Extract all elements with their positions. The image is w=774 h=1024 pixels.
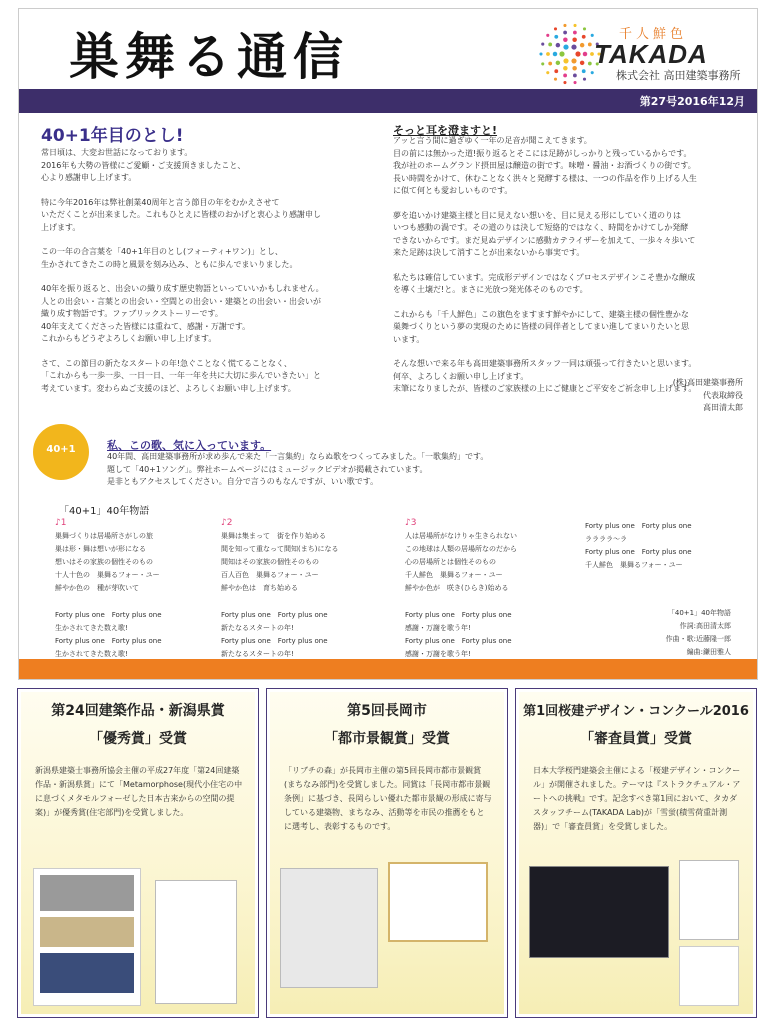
paragraph: 40年を振り返ると、出会いの織り成す歴史物語といっていいかもしれません。 人との出会い・言葉との出会い・空間との出会い・建築との出会い・出会いが 織り成す物語です。ファブリックストーリーです。 40年支えてくださった皆様には重ねて、感謝・万謝です。 これからもどうぞよろしくお願い申し上げます。 [41, 284, 324, 343]
song-title: 私、この歌、気に入っています。 [107, 439, 272, 452]
company-name: 株式会社 高田建築事務所 [616, 69, 741, 82]
newsletter-title: 巣舞る通信 [69, 27, 349, 86]
logo-dot [554, 69, 558, 73]
logo-dot [580, 43, 585, 48]
logo-dot [541, 62, 544, 65]
paragraph: アッと言う間に過ぎゆく一年の足音が聞こえてきます。 目の前には無かった道!振り返るとそこには足跡がしっかりと残っているからです。 我が社のホームグランド摂田屋は醸造の街です。味噌・醤油・お酒づくりの街です。 長い時間をかけて、休むことなく洪々と発酵する様は、一つの作品を作り上げる人生 に似て何とも愛おしいものです。 [393, 136, 697, 195]
verse-chorus: Forty plus one Forty plus one 生かされてきた数え歌! Forty plus one Forty plus one 生かされてきた数え歌! [55, 611, 162, 658]
panel-body: 日本大学桜門建築会主催による「桜建デザイン・コンクール」が開催されました。テーマは『ストラクチュアル・アートへの挑戦』です。記念すべき第1回において、タカダスタッフチーム(TAKADA Lab)が「雪蛍(積雪荷重計測器)」で「審査員賞」を受賞しました。 [533, 766, 741, 831]
newsletter-page [18, 8, 758, 680]
verse-number: ♪3 [405, 518, 417, 528]
logo-dot [546, 71, 549, 74]
verse-chorus: Forty plus one Forty plus one 感謝・万謝を歌う年! Forty plus one Forty plus one 感謝・万謝を歌う年! [405, 611, 512, 658]
logo-dot [588, 62, 592, 66]
logo-name: TAKADA [594, 39, 708, 69]
dotted-logo-icon [539, 23, 601, 85]
award-panel-nagaoka [266, 688, 508, 1018]
logo-dot [563, 24, 566, 27]
logo-dot [563, 81, 566, 84]
logo-dot [553, 52, 558, 57]
panel-award: 「審査員賞」受賞 [580, 731, 692, 747]
paragraph: 私たちは確信しています。完成形デザインではなくプロセスデザインこそ豊かな醸成 を導く土壌だ!と。まさに光放つ発光体そのものです。 [393, 272, 696, 294]
logo-dot [580, 61, 585, 66]
song-badge-text: 40+1 [46, 444, 76, 455]
logo-dot [554, 78, 557, 81]
logo-dot [554, 35, 558, 39]
house-photo-collage [33, 868, 141, 1006]
song-body: 40年間、高田建築事務所が求め歩んで来た「一言集約」ならぬ歌をつくってみました。「一歌集約」です。 題して「40+1ソング」。弊社ホームページにはミュージックビデオが掲載されています。 是非ともアクセスしてください。自分で言うのもなんですが、いい歌です。 [107, 452, 489, 486]
logo-dot [572, 66, 577, 71]
announcement-title: 40+1年目のとし! [41, 126, 184, 146]
award-panel-oken [515, 688, 757, 1018]
certificate-image [388, 862, 488, 942]
paragraph: さて、この節目の新たなスタートの年!急ぐことなく慌てることなく、 「これからも一歩一歩、一日一日、一年一年を共に大切に歩んでいきたい」と 考えています。変わらぬご支援のほど、よろしくお願い申し上げます。 [41, 358, 321, 393]
verse-number: ♪2 [221, 518, 233, 528]
verse-lines: 人は居場所がなけりゃ生きられない この地球は人類の居場所なのだから 心の居場所とは個性そのもの 千人鮮色 巣舞るフォー・ユー 鮮やか色が 咲き(ひらき)始める [405, 532, 517, 592]
logo-dot [563, 44, 568, 49]
logo-dot [548, 43, 552, 47]
logo-dot [573, 24, 576, 27]
column2-title: そっと耳を澄ますと! [393, 124, 498, 137]
paragraph: 夢を追いかけ建築主様と目に見えない想いを、目に見える形にしていく道のりは いつも感動の渦です。その道のりは決して短絡的ではなく、時間をかけてしか発酵 できないからです。まだ見ぬデザインに感動カテライザーを加えて、一歩々々歩いて 来た足跡は決して消すことが出来ないから事実です。 [393, 210, 696, 257]
logo-dot [554, 27, 557, 30]
signature: (株)高田建築事務所 代表取締役 高田清太郎 [672, 378, 743, 412]
logo-dot [591, 71, 594, 74]
announcement-body [41, 147, 387, 407]
logo-dot [559, 51, 564, 56]
panel-award: 「優秀賞」受賞 [89, 731, 187, 747]
photo [40, 917, 134, 947]
issue-bar [19, 89, 757, 113]
column2-body [393, 135, 749, 408]
paragraph: 特に今年2016年は弊社創業40周年と言う節目の年をむかえさせて いただくことが出来ました。これもひとえに皆様のおかげと衷心より感謝申し 上げます。 [41, 197, 321, 232]
logo-dot [572, 37, 577, 42]
logo-dot [571, 44, 576, 49]
panel-background [21, 692, 255, 1014]
certificate-image [679, 860, 739, 940]
panel-title: 第1回桜建デザイン・コンクール2016 [523, 704, 749, 719]
verse-lines: 巣舞は集まって 街を作り始める 間を知って重なって間知(まち)になる 間知はその家族の個性そのもの 百人百色 巣舞るフォー・ユー 鮮やか色は 育ち始める [221, 532, 339, 592]
issue-label: 第27号2016年12月 [639, 95, 745, 108]
panel-title: 第5回長岡市 [347, 703, 427, 719]
logo-dot [546, 34, 549, 37]
paragraph: 常日頃は、大変お世話になっております。 2016年も大勢の皆様にご愛顧・ご支援頂きましたこと、 心より感謝申し上げます。 [41, 148, 246, 182]
competition-photo [529, 866, 669, 958]
photo [40, 875, 134, 911]
panel-body: 新潟県建築士事務所協会主催の平成27年度「第24回建築作品・新潟県賞」にて「Metamorphose(現代小住宅の中に息づくメタモルフォーゼした日本古来からの空間の提案)」が優秀賞(住宅部門)を受賞しました。 [35, 766, 243, 817]
verse-lines: 巣舞づくりは居場所さがしの旅 巣は形・舞は想いが形になる 想いはその家族の個性そのもの 十人十色の 巣舞るフォー・ユー 鮮やか色の 種が芽吹いて [55, 532, 160, 592]
panel-award: 「都市景観賞」受賞 [324, 731, 450, 747]
verse-lines: Forty plus one Forty plus one ララララ〜ラ Forty plus one Forty plus one 千人鮮色 巣舞るフォー・ユー [585, 522, 692, 569]
verse-1 [55, 517, 225, 661]
song-badge [33, 424, 89, 480]
panel-background [519, 692, 753, 1014]
logo-dot [573, 74, 577, 78]
logo-dot [563, 58, 568, 63]
logo-subtitle: 千人鮮色 [619, 27, 688, 42]
orange-footer-bar [19, 659, 757, 679]
certificate-image [155, 880, 237, 1004]
panel-title: 第24回建築作品・新潟県賞 [51, 703, 225, 719]
logo-dot [583, 78, 586, 81]
logo-dot [573, 31, 577, 35]
award-panel-niigata [17, 688, 259, 1018]
paragraph: この一年の合言葉を「40+1年目のとし(フォーティ+ワン)」とし、 生かされてきたこの時と風景を刻み込み、ともに歩んでまいりました。 [41, 247, 298, 269]
logo-dot [582, 69, 586, 73]
verse-chorus: Forty plus one Forty plus one 新たなるスタートの年! Forty plus one Forty plus one 新たなるスタートの年! [221, 611, 328, 658]
logo-dot [591, 34, 594, 37]
song-credits: 「40+1」40年物語 作詞:高田清太郎 作曲・歌:近藤隆一郎 編曲:鎌田雅人 [665, 609, 731, 656]
lyrics-title: 「40+1」40年物語 [59, 506, 150, 517]
logo-dot [563, 66, 568, 71]
logo-dot [573, 81, 576, 84]
logo-dot [548, 62, 552, 66]
logo-dot [563, 74, 567, 78]
logo-dot [541, 43, 544, 46]
logo-dot [556, 61, 561, 66]
verse-4 [585, 520, 735, 572]
logo-dot [571, 58, 576, 63]
logo-dot [583, 52, 588, 57]
logo-dot [588, 43, 592, 47]
project-board-image [280, 868, 378, 988]
verse-2 [221, 517, 401, 661]
panel-body: 「リブチの森」が長岡市主催の第5回長岡市都市景観賞(まちなみ部門)を受賞しました。同賞は「長岡市都市景観条例」に基づき、長岡らしい優れた都市景観の形成に寄与している建築物、まちなみ、活動等を市民の推薦をもとに選考し、表彰するものです。 [284, 766, 492, 831]
logo-dot [563, 37, 568, 42]
logo-dot [556, 43, 561, 48]
verse-number: ♪1 [55, 518, 67, 528]
panel-background [270, 692, 504, 1014]
photo [40, 953, 134, 993]
diagram-image [679, 946, 739, 1006]
logo-dot [583, 27, 586, 30]
logo-dot [575, 51, 580, 56]
paragraph: そんな想いで来る年も高田建築事務所スタッフ一同は頑張って行きたいと思います。 何卒、よろしくお願い申し上げます。 末筆になりましたが、皆様のご家族様の上にご健康とご平安をご祈念申し上げます。 [393, 359, 697, 393]
logo-dot [563, 31, 567, 35]
logo-dot [546, 52, 550, 56]
logo-dot [539, 52, 542, 55]
paragraph: これからも「千人鮮色」この旗色をますます鮮やかにして、建築主様の個性豊かな 巣舞づくりという夢の実現のために皆様の同伴者としてまい進してまいりたいと思 います。 [393, 309, 689, 344]
logo-dot [582, 35, 586, 39]
